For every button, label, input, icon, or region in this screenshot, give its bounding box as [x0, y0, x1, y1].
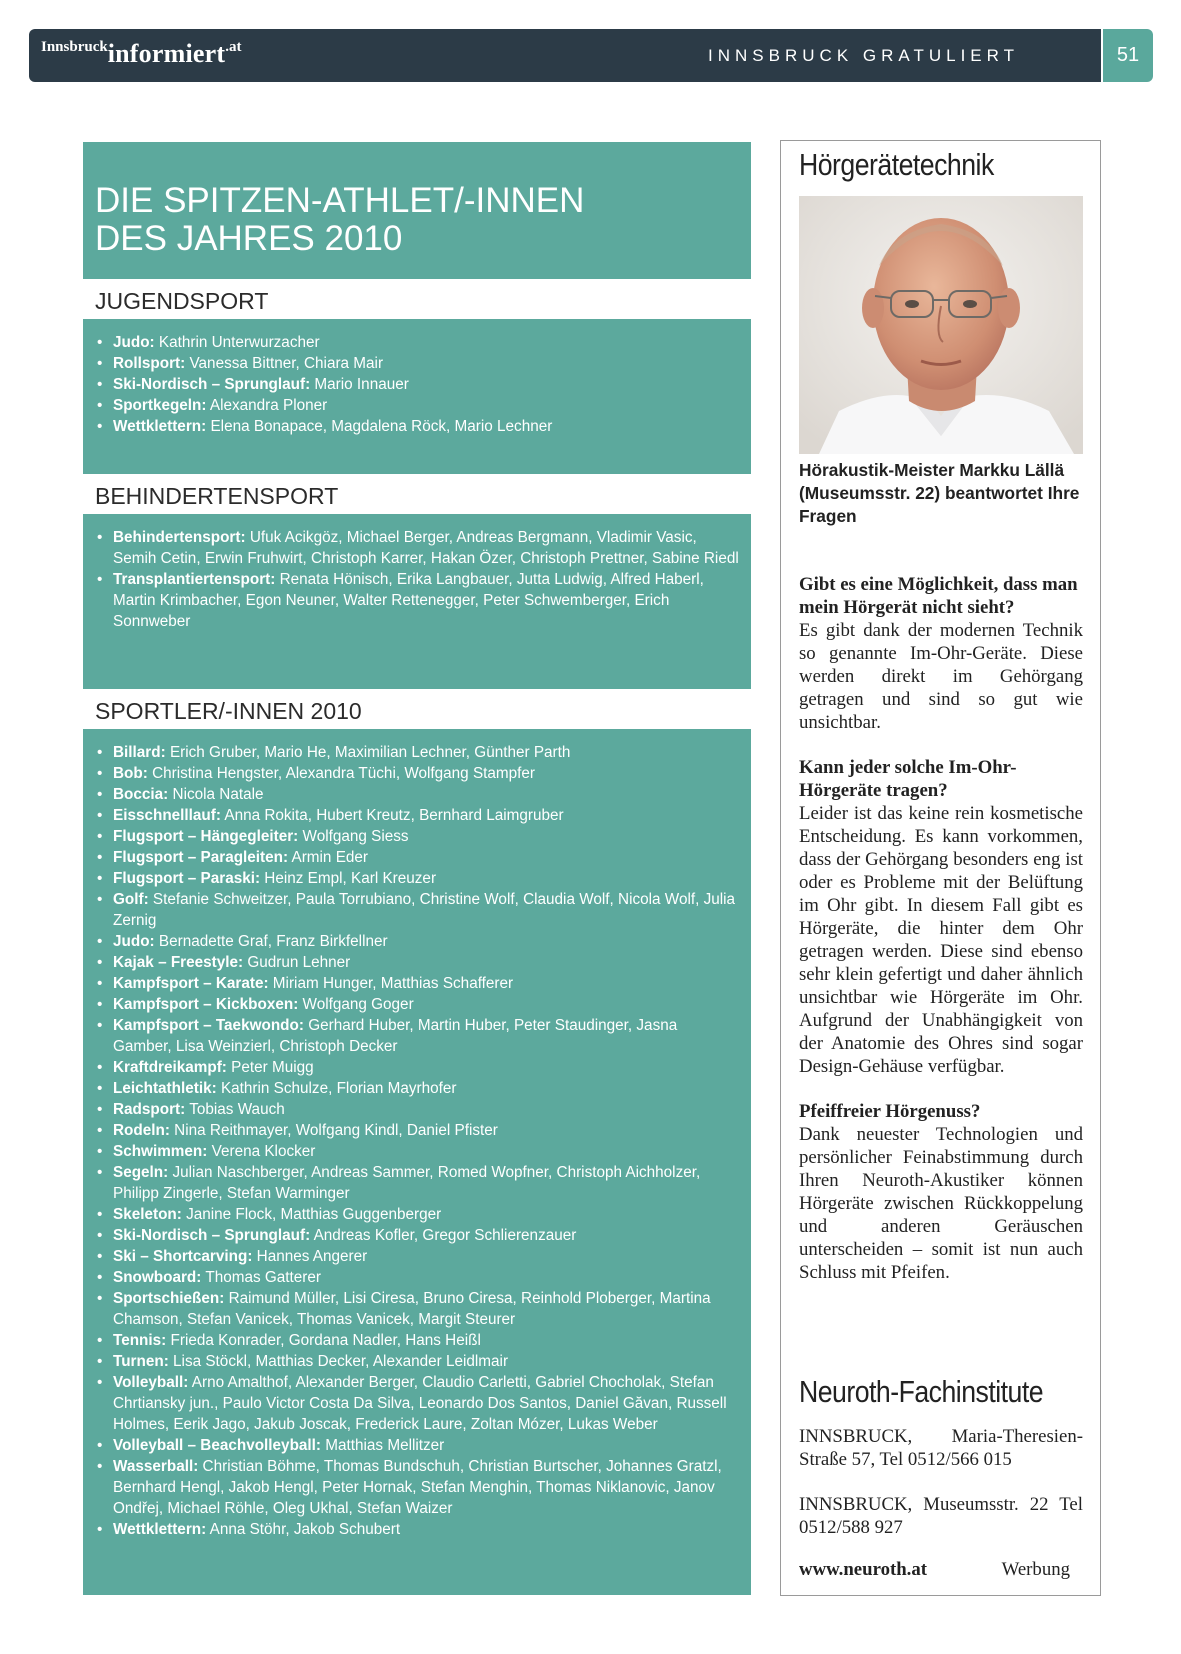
athlete-names: Hannes Angerer [252, 1248, 368, 1265]
section-box-behindertensport [83, 514, 751, 689]
sport-label: Radsport: [113, 1101, 186, 1118]
address-2: INNSBRUCK, Museumsstr. 22 Tel 0512/588 927 [799, 1494, 1083, 1538]
athlete-names: Ufuk Acikgöz, Michael Berger, Andreas Bergmann, Vladimir Vasic, Semih Cetin, Erwin Fruhwirt, Christoph Karrer, Hakan Özer, Christoph Prettner, Sabine Riedl [113, 529, 739, 567]
list-item [95, 1330, 739, 1351]
list-item [95, 889, 739, 931]
list-item [95, 1162, 739, 1204]
faq-item [799, 756, 1083, 1078]
sport-label: Golf: [113, 891, 149, 908]
athlete-list [95, 527, 739, 632]
article-title-box [83, 142, 751, 279]
list-item [95, 1057, 739, 1078]
sport-label: Skeleton: [113, 1206, 182, 1223]
sport-label: Ski-Nordisch – Sprunglauf: [113, 376, 311, 393]
header-bar [29, 29, 1101, 82]
athlete-names: Verena Klocker [207, 1143, 316, 1160]
athlete-names: Anna Rokita, Hubert Kreutz, Bernhard Laimgruber [220, 807, 564, 824]
athlete-names: Mario Innauer [310, 376, 409, 393]
athlete-names: Wolfgang Goger [298, 996, 414, 1013]
sport-label: Tennis: [113, 1332, 167, 1349]
sport-label: Sportschießen: [113, 1290, 225, 1307]
list-item [95, 742, 739, 763]
sport-label: Transplantiertensport: [113, 571, 276, 588]
faq-item [799, 1100, 1083, 1284]
list-item [95, 994, 739, 1015]
list-item [95, 763, 739, 784]
ad-label: Werbung [1001, 1559, 1070, 1580]
list-item [95, 1141, 739, 1162]
list-item [95, 805, 739, 826]
sport-label: Judo: [113, 334, 155, 351]
sport-label: Leichtathletik: [113, 1080, 217, 1097]
sport-label: Kraftdreikampf: [113, 1059, 227, 1076]
sport-label: Volleyball: [113, 1374, 189, 1391]
faq-question: Gibt es eine Möglichkeit, dass man mein Hörgerät nicht sieht? [799, 574, 1078, 618]
list-item [95, 1519, 739, 1540]
sport-label: Ski-Nordisch – Sprunglauf: [113, 1227, 311, 1244]
list-item [95, 353, 739, 374]
sport-label: Judo: [113, 933, 155, 950]
athlete-names: Anna Stöhr, Jakob Schubert [206, 1521, 401, 1538]
list-item [95, 332, 739, 353]
list-item [95, 527, 739, 569]
list-item [95, 1246, 739, 1267]
list-item [95, 1435, 739, 1456]
list-item [95, 973, 739, 994]
athlete-names: Renata Hönisch, Erika Langbauer, Jutta Ludwig, Alfred Haberl, Martin Krimbacher, Egon Neuner, Walter Rettenegger, Peter Schwemberger, Erich Sonnweber [113, 571, 704, 630]
sport-label: Wettklettern: [113, 418, 207, 435]
athlete-names: Wolfgang Siess [298, 828, 409, 845]
list-item [95, 784, 739, 805]
advertisement [780, 140, 1101, 1596]
athlete-names: Bernadette Graf, Franz Birkfellner [154, 933, 388, 950]
athlete-names: Nina Reithmayer, Wolfgang Kindl, Daniel Pfister [169, 1122, 498, 1139]
athlete-names: Christina Hengster, Alexandra Tüchi, Wolfgang Stampfer [147, 765, 536, 782]
list-item [95, 1372, 739, 1435]
brand-small: Innsbruck [41, 39, 108, 55]
faq-answer: Es gibt dank der modernen Technik so genannte Im-Ohr-Geräte. Diese werden direkt im Gehörgang getragen und sind so gut wie unsichtbar. [799, 620, 1083, 733]
article-title-line2: DES JAHRES 2010 [95, 219, 403, 258]
athlete-names: Kathrin Unterwurzacher [154, 334, 320, 351]
sport-label: Kampfsport – Taekwondo: [113, 1017, 304, 1034]
sport-label: Billard: [113, 744, 166, 761]
sport-label: Behindertensport: [113, 529, 246, 546]
section-heading-jugendsport: JUGENDSPORT [95, 288, 269, 314]
athlete-names: Christian Böhme, Thomas Bundschuh, Christian Burtscher, Johannes Gratzl, Bernhard Hengl, Jakob Hengl, Peter Hornak, Stefan Menghin, Thomas Niklanovic, Janov Ondřej, Michael Röhle, Oleg Ukhal, Stefan Waizer [113, 1458, 722, 1517]
faq-question: Pfeiffreier Hörgenuss? [799, 1101, 981, 1122]
section-box-sportler [83, 729, 751, 1595]
sport-label: Kampfsport – Kickboxen: [113, 996, 299, 1013]
list-item [95, 395, 739, 416]
list-item [95, 1099, 739, 1120]
section-heading-sportler: SPORTLER/-INNEN 2010 [95, 698, 362, 724]
sport-label: Snowboard: [113, 1269, 202, 1286]
page-number: 51 [1103, 29, 1153, 82]
athlete-names: Janine Flock, Matthias Guggenberger [181, 1206, 442, 1223]
sport-label: Schwimmen: [113, 1143, 208, 1160]
list-item [95, 931, 739, 952]
company-name: Neuroth-Fachinstitute [799, 1374, 1044, 1409]
sport-label: Flugsport – Hängegleiter: [113, 828, 299, 845]
athlete-names: Armin Eder [288, 849, 369, 866]
list-item [95, 1456, 739, 1519]
athlete-names: Kathrin Schulze, Florian Mayrhofer [216, 1080, 457, 1097]
athlete-list [95, 332, 739, 437]
athlete-names: Thomas Gatterer [201, 1269, 321, 1286]
list-item [95, 569, 739, 632]
sport-label: Kajak – Freestyle: [113, 954, 244, 971]
portrait-illustration [799, 196, 1083, 454]
athlete-names: Arno Amalthof, Alexander Berger, Claudio Carletti, Gabriel Chocholak, Stefan Chrtiansky jun., Paulo Victor Costa Da Silva, Leonardo Dos Santos, Daniel Găvan, Russell Holmes, Eerik Jago, Jakub Joscak, Frederick Laure, Zoltan Mózer, Lukas Weber [113, 1374, 727, 1433]
athlete-names: Erich Gruber, Mario He, Maximilian Lechner, Günther Parth [165, 744, 571, 761]
list-item [95, 1351, 739, 1372]
brand-suffix: .at [225, 39, 242, 55]
sport-label: Wettklettern: [113, 1521, 207, 1538]
athlete-names: Vanessa Bittner, Chiara Mair [185, 355, 384, 372]
sport-label: Flugsport – Paragleiten: [113, 849, 289, 866]
section-box-jugendsport [83, 319, 751, 474]
brand-logo [41, 39, 241, 69]
list-item [95, 1078, 739, 1099]
athlete-names: Heinz Empl, Karl Kreuzer [260, 870, 437, 887]
sport-label: Segeln: [113, 1164, 169, 1181]
list-item [95, 416, 739, 437]
athlete-names: Raimund Müller, Lisi Ciresa, Bruno Ciresa, Reinhold Ploberger, Martina Chamson, Stefan Vanicek, Thomas Vanicek, Margit Steurer [113, 1290, 711, 1328]
athlete-list [95, 742, 739, 1540]
athlete-names: Alexandra Ploner [206, 397, 328, 414]
list-item [95, 952, 739, 973]
sport-label: Rodeln: [113, 1122, 170, 1139]
address-1: INNSBRUCK, Maria-Theresien-Straße 57, Tel 0512/566 015 [799, 1426, 1083, 1470]
sport-label: Ski – Shortcarving: [113, 1248, 253, 1265]
list-item [95, 1225, 739, 1246]
list-item [95, 868, 739, 889]
sport-label: Flugsport – Paraski: [113, 870, 261, 887]
athlete-names: Frieda Konrader, Gordana Nadler, Hans Heißl [166, 1332, 481, 1349]
photo-caption: Hörakustik-Meister Markku Lällä (Museumsstr. 22) beantwortet Ihre Fragen [799, 460, 1080, 526]
article [83, 142, 751, 1595]
website-link[interactable]: www.neuroth.at [799, 1559, 928, 1580]
athlete-names: Andreas Kofler, Gregor Schlierenzauer [310, 1227, 577, 1244]
article-title-line1: DIE SPITZEN-ATHLET/-INNEN [95, 181, 585, 220]
sport-label: Turnen: [113, 1353, 169, 1370]
sport-label: Rollsport: [113, 355, 186, 372]
sport-label: Wasserball: [113, 1458, 199, 1475]
list-item [95, 1288, 739, 1330]
list-item [95, 826, 739, 847]
list-item [95, 1267, 739, 1288]
athlete-names: Tobias Wauch [185, 1101, 285, 1118]
faq-answer: Dank neuester Technologien und persönlicher Feinabstimmung durch Ihren Neuroth-Akustiker können Hörgeräte zwischen Rückkoppelung und anderen Geräuschen unterscheiden – somit ist nun auch Schluss mit Pfeifen. [799, 1124, 1083, 1283]
athlete-names: Elena Bonapace, Magdalena Röck, Mario Lechner [206, 418, 553, 435]
list-item [95, 847, 739, 868]
article-title [95, 182, 739, 258]
sport-label: Eisschnelllauf: [113, 807, 221, 824]
athlete-names: Lisa Stöckl, Matthias Decker, Alexander Leidlmair [168, 1353, 509, 1370]
sport-label: Volleyball – Beachvolleyball: [113, 1437, 322, 1454]
list-item [95, 1015, 739, 1057]
athlete-names: Peter Muigg [226, 1059, 314, 1076]
section-title: INNSBRUCK GRATULIERT [708, 46, 1019, 65]
faq-answer: Leider ist das keine rein kosmetische Entscheidung. Es kann vorkommen, dass der Gehörgang besonders eng ist oder es Probleme mit der Belüftung im Ohr gibt. In diesem Fall gibt es Hörgeräte, die hinter dem Ohr getragen werden. Diese sind ebenso sehr klein gefertigt und daher ähnlich unsichtbar wie Hörgeräte im Ohr. Aufgrund der Unabhängigkeit von der Anatomie des Ohres sind sogar Design-Gehäuse verfügbar. [799, 803, 1083, 1077]
athlete-names: Gerhard Huber, Martin Huber, Peter Staudinger, Jasna Gamber, Lisa Weinzierl, Christoph Decker [113, 1017, 678, 1055]
sport-label: Kampfsport – Karate: [113, 975, 269, 992]
ad-heading: Hörgerätetechnik [799, 147, 994, 182]
sport-label: Bob: [113, 765, 148, 782]
section-heading-behindertensport: BEHINDERTENSPORT [95, 483, 339, 509]
athlete-names: Gudrun Lehner [243, 954, 351, 971]
athlete-names: Miriam Hunger, Matthias Schafferer [268, 975, 514, 992]
sport-label: Boccia: [113, 786, 169, 803]
list-item [95, 374, 739, 395]
athlete-names: Matthias Mellitzer [321, 1437, 445, 1454]
sport-label: Sportkegeln: [113, 397, 207, 414]
athlete-names: Julian Naschberger, Andreas Sammer, Romed Wopfner, Christoph Aichholzer, Philipp Zingerle, Stefan Warminger [113, 1164, 701, 1202]
faq-section [799, 573, 1083, 1306]
list-item [95, 1120, 739, 1141]
athlete-names: Stefanie Schweitzer, Paula Torrubiano, Christine Wolf, Claudia Wolf, Nicola Wolf, Julia Zernig [113, 891, 736, 929]
brand-main: informiert [107, 39, 226, 68]
faq-item [799, 573, 1083, 734]
athlete-names: Nicola Natale [168, 786, 264, 803]
portrait-photo [799, 196, 1083, 454]
list-item [95, 1204, 739, 1225]
faq-question: Kann jeder solche Im-Ohr-Hörgeräte tragen? [799, 757, 1017, 801]
